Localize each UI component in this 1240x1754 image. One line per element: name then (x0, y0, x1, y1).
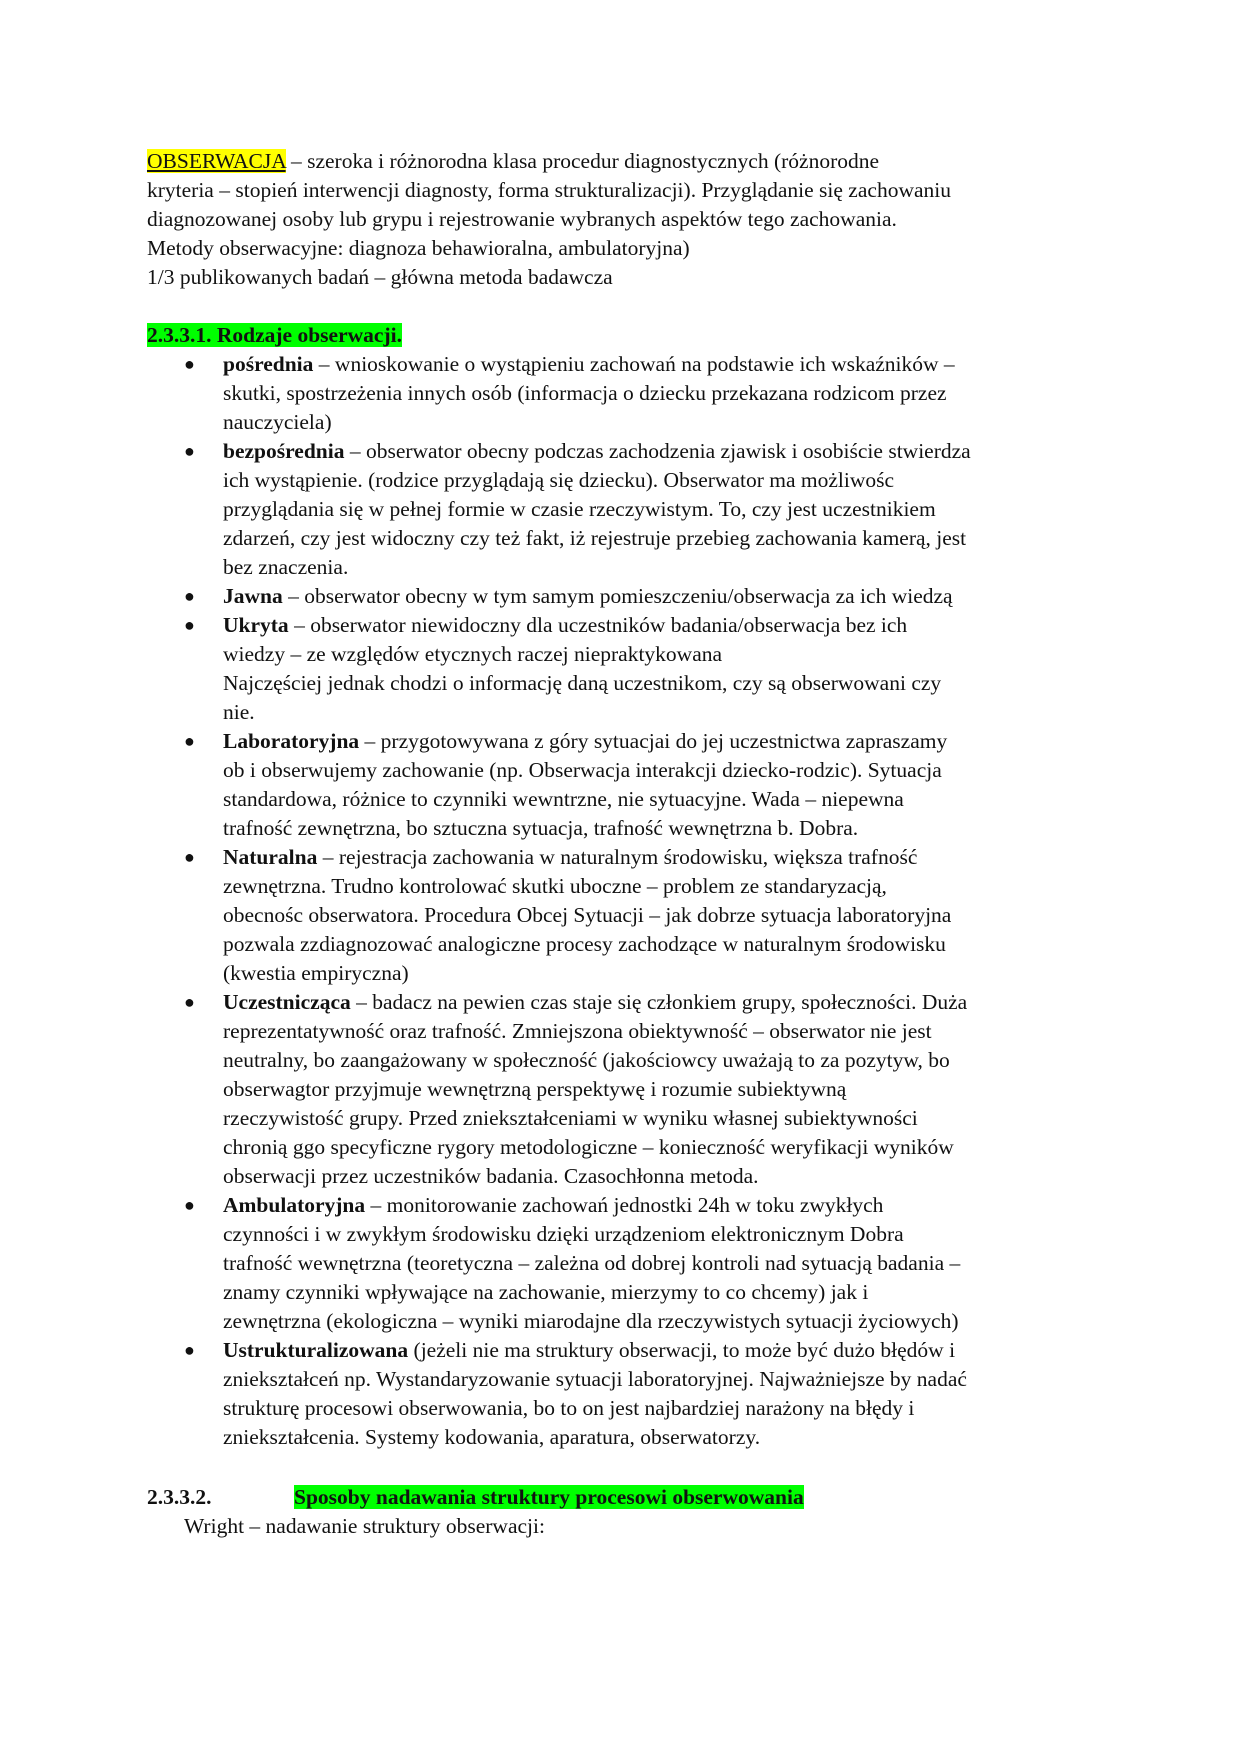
list-item-line (223, 582, 1097, 611)
list-item-line: nie. (223, 700, 255, 724)
list-item-line: pozwala zzdiagnozować analogiczne procesy zachodzące w naturalnym środowisku (223, 932, 946, 956)
list-item (147, 437, 1097, 582)
list-item-line: znamy czynniki wpływające na zachowanie, mierzymy to co chcemy) jak i (223, 1280, 869, 1304)
bullet-icon: ● (184, 586, 195, 606)
document-title: OBSERWACJA (147, 149, 286, 173)
list-item-line: zniekształceń np. Wystandaryzowanie sytuacji laboratoryjnej. Najważniejsze by nadać (223, 1367, 967, 1391)
section-subline: Wright – nadawanie struktury obserwacji: (184, 1514, 545, 1538)
observation-types-list (147, 350, 1097, 1452)
list-item-line: strukturę procesowi obserwowania, bo to on jest najbardziej narażony na błędy i (223, 1396, 915, 1420)
intro-line-2: kryteria – stopień interwencji diagnosty, forma strukturalizacji). Przyglądanie się zachowaniu (147, 178, 951, 202)
list-item-term: Laboratoryjna (223, 729, 360, 753)
bullet-icon: ● (184, 1340, 195, 1360)
list-item-line: bez znaczenia. (223, 555, 349, 579)
list-item-line: neutralny, bo zaangażowany w społeczność (jakościowcy uważają to za pozytyw, bo (223, 1048, 950, 1072)
list-item-line: zewnętrzna. Trudno kontrolować skutki uboczne – problem ze standaryzacją, (223, 874, 887, 898)
list-item-text: (jeżeli nie ma struktury obserwacji, to może być dużo błędów i (408, 1338, 956, 1362)
list-item-line (223, 727, 1097, 756)
list-item-line: zniekształcenia. Systemy kodowania, aparatura, obserwatorzy. (223, 1425, 761, 1449)
list-item-text: – rejestracja zachowania w naturalnym środowisku, większa trafność (317, 845, 918, 869)
list-item-line (223, 1191, 1097, 1220)
intro-line-4: Metody obserwacyjne: diagnoza behawioralna, ambulatoryjna) (147, 236, 690, 260)
bullet-icon: ● (184, 441, 195, 461)
section-heading-sposoby (147, 1482, 1097, 1512)
list-item-text: – obserwator obecny w tym samym pomieszczeniu/obserwacja za ich wiedzą (282, 584, 953, 608)
bullet-icon: ● (184, 731, 195, 751)
list-item-text: – obserwator niewidoczny dla uczestników badania/obserwacja bez ich (288, 613, 908, 637)
list-item-term: bezpośrednia (223, 439, 345, 463)
section-heading-text: 2.3.3.1. Rodzaje obserwacji. (147, 323, 402, 347)
list-item (147, 1191, 1097, 1336)
list-item-line: obecnośc obserwatora. Procedura Obcej Sytuacji – jak dobrze sytuacja laboratoryjna (223, 903, 952, 927)
list-item-term: pośrednia (223, 352, 314, 376)
list-item-line (223, 611, 1097, 640)
list-item-text: – badacz na pewien czas staje się członkiem grupy, społeczności. Duża (350, 990, 968, 1014)
section-title: Sposoby nadawania struktury procesowi obserwowania (294, 1485, 804, 1509)
list-item-line: ich wystąpienie. (rodzice przyglądają się dziecku). Obserwator ma możliwośc (223, 468, 895, 492)
bullet-icon: ● (184, 992, 195, 1012)
list-item-line (223, 1336, 1097, 1365)
list-item-line: chronią ggo specyficzne rygory metodologiczne – konieczność weryfikacji wyników (223, 1135, 954, 1159)
intro-text-1: – szeroka i różnorodna klasa procedur diagnostycznych (różnorodne (285, 149, 880, 173)
section-heading-rodzaje (147, 320, 1097, 350)
section-number: 2.3.3.2. (147, 1485, 212, 1509)
list-item-line: obserwacji przez uczestników badania. Czasochłonna metoda. (223, 1164, 759, 1188)
list-item-term: Ustrukturalizowana (223, 1338, 409, 1362)
list-item-line: zewnętrzna (ekologiczna – wyniki miarodajne dla rzeczywistych sytuacji życiowych) (223, 1309, 959, 1333)
list-item-line: wiedzy – ze względów etycznych raczej niepraktykowana (223, 642, 723, 666)
list-item-line: trafność zewnętrzna, bo sztuczna sytuacja, trafność wewnętrzna b. Dobra. (223, 816, 859, 840)
bullet-icon: ● (184, 354, 195, 374)
list-item-line: (kwestia empiryczna) (223, 961, 409, 985)
list-item-line: Najczęściej jednak chodzi o informację daną uczestnikom, czy są obserwowani czy (223, 671, 942, 695)
list-item (147, 727, 1097, 843)
list-item (147, 582, 1097, 611)
list-item-line: nauczyciela) (223, 410, 332, 434)
list-item (147, 988, 1097, 1191)
list-item (147, 350, 1097, 437)
list-item-text: – wnioskowanie o wystąpieniu zachowań na podstawie ich wskaźników – (313, 352, 955, 376)
list-item (147, 611, 1097, 727)
bullet-icon: ● (184, 1195, 195, 1215)
intro-line-5: 1/3 publikowanych badań – główna metoda badawcza (147, 265, 613, 289)
intro-paragraph (147, 147, 1097, 292)
bullet-icon: ● (184, 847, 195, 867)
list-item (147, 843, 1097, 988)
list-item-line: standardowa, różnice to czynniki wewntrzne, nie sytuacyjne. Wada – niepewna (223, 787, 904, 811)
list-item-line: trafność wewnętrzna (teoretyczna – zależna od dobrej kontroli nad sytuacją badania – (223, 1251, 961, 1275)
list-item-line: skutki, spostrzeżenia innych osób (informacja o dziecku przekazana rodzicom przez (223, 381, 947, 405)
list-item-term: Uczestnicząca (223, 990, 351, 1014)
list-item-line: obserwagtor przyjmuje wewnętrzną perspektywę i rozumie subiektywną (223, 1077, 847, 1101)
list-item-line (223, 350, 1097, 379)
list-item-line: przyglądania się w pełnej formie w czasie rzeczywistym. To, czy jest uczestnikiem (223, 497, 936, 521)
paragraph-spacer (147, 292, 1097, 320)
list-item-line (223, 988, 1097, 1017)
document-page (147, 147, 1097, 1541)
list-item (147, 1336, 1097, 1452)
list-item-term: Ukryta (223, 613, 289, 637)
list-item-line: zdarzeń, czy jest widoczny czy też fakt, iż rejestruje przebieg zachowania kamerą, jest (223, 526, 967, 550)
list-item-term: Jawna (223, 584, 283, 608)
list-item-line: reprezentatywność oraz trafność. Zmniejszona obiektywność – obserwator nie jest (223, 1019, 932, 1043)
list-item-text: – obserwator obecny podczas zachodzenia zjawisk i osobiście stwierdza (344, 439, 971, 463)
list-item-line (223, 437, 1097, 466)
intro-line-1 (147, 147, 1097, 176)
list-item-text: – monitorowanie zachowań jednostki 24h w toku zwykłych (365, 1193, 884, 1217)
intro-line-3: diagnozowanej osoby lub grypu i rejestrowanie wybranych aspektów tego zachowania. (147, 207, 897, 231)
list-item-line: rzeczywistość grupy. Przed zniekształceniami w wyniku własnej subiektywności (223, 1106, 918, 1130)
bullet-icon: ● (184, 615, 195, 635)
list-item-line (223, 843, 1097, 872)
list-item-line: czynności i w zwykłym środowisku dzięki urządzeniom elektronicznym Dobra (223, 1222, 904, 1246)
list-item-line: ob i obserwujemy zachowanie (np. Obserwacja interakcji dziecko-rodzic). Sytuacja (223, 758, 942, 782)
list-item-term: Ambulatoryjna (223, 1193, 366, 1217)
list-item-term: Naturalna (223, 845, 318, 869)
list-item-text: – przygotowywana z góry sytuacjai do jej uczestnictwa zapraszamy (359, 729, 948, 753)
